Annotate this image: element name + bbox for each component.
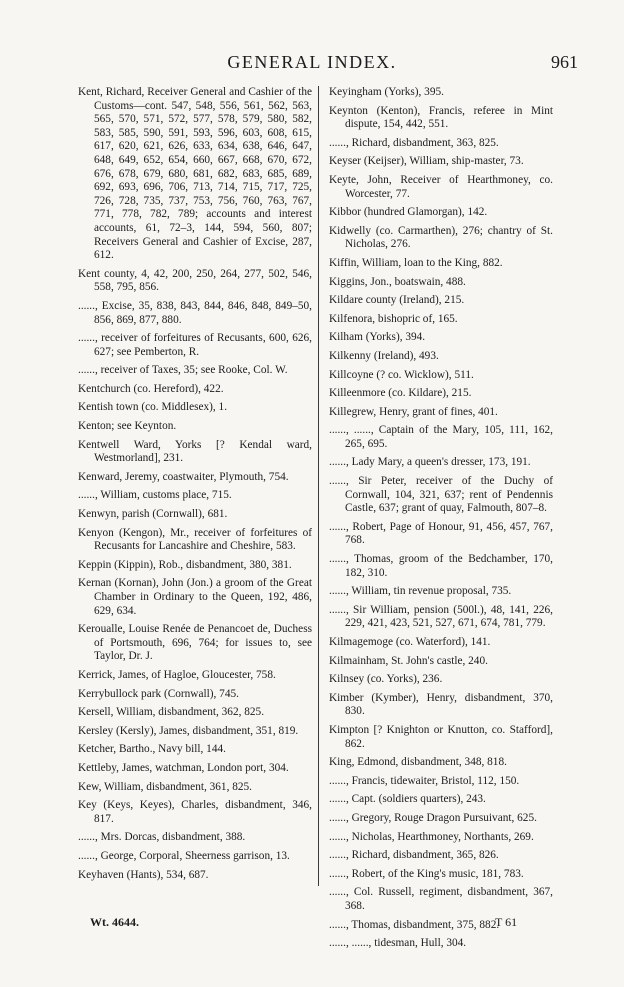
- index-entry: ......, Thomas, groom of the Bedchamber, 170, 182, 310.: [329, 553, 553, 579]
- index-entry: ......, Mrs. Dorcas, disbandment, 388.: [78, 831, 246, 844]
- index-entry: ......, Sir William, pension (500l.), 48, 141, 226, 229, 421, 423, 521, 527, 671, 674, 781, 779.: [329, 603, 553, 630]
- index-entry: ......, Col. Russell, regiment, disbandment, 367, 368.: [329, 886, 553, 912]
- index-entry: Kerrick, James, of Hagloe, Gloucester, 758.: [78, 668, 276, 681]
- index-entry: Kentwell Ward, Yorks [? Kendal ward, Westmorland], 231.: [78, 438, 312, 465]
- index-entry: Kiggins, Jon., boatswain, 488.: [329, 275, 466, 288]
- index-entry: Kentchurch (co. Hereford), 422.: [78, 382, 224, 395]
- index-entry: Kew, William, disbandment, 361, 825.: [78, 780, 252, 793]
- index-entry: ......, Nicholas, Hearthmoney, Northants, 269.: [329, 830, 534, 843]
- column-divider: [318, 86, 319, 886]
- index-entry: Killcoyne (? co. Wicklow), 511.: [329, 368, 474, 381]
- index-entry: ......, William, customs place, 715.: [78, 489, 232, 502]
- index-entry: Kerrybullock park (Cornwall), 745.: [78, 687, 239, 700]
- index-entry: ......, receiver of forfeitures of Recusants, 600, 626, 627; see Pemberton, R.: [78, 332, 312, 358]
- index-entry: Kent, Richard, Receiver General and Cashier of the Customs—cont. 547, 548, 556, 561, 562, 563, 565, 570, 571, 572, 577, 578, 579, 580, 582, 583, 585, 590, 591, 593, 596, 603, 608, 615, 617, 620, 621, 626, 633, 634, 638, 646, 647, 648, 649, 652, 654, 660, 667, 668, 670, 672, 676, 678, 679, 680, 681, 682, 683, 685, 689, 692, 693, 696, 706, 713, 714, 715, 717, 725, 726, 728, 735, 737, 753, 756, 760, 763, 767, 771, 778, 782, 789; accounts and interest accounts, 61, 72–3, 144, 594, 560, 807; Receivers General and Cashier of Excise, 287, 612.: [78, 86, 312, 262]
- page-header: [0, 52, 624, 76]
- index-entry: Keyhaven (Hants), 534, 687.: [78, 868, 209, 881]
- index-entry: King, Edmond, disbandment, 348, 818.: [329, 756, 507, 769]
- index-entry: Kilmainham, St. John's castle, 240.: [329, 654, 488, 667]
- index-entry: Keyte, John, Receiver of Hearthmoney, co. Worcester, 77.: [329, 173, 553, 200]
- index-entry: Keppin (Kippin), Rob., disbandment, 380, 381.: [78, 558, 292, 571]
- index-entry: Kettleby, James, watchman, London port, 304.: [78, 761, 289, 774]
- page-number: 961: [551, 52, 578, 72]
- index-entry: Keyser (Keijser), William, ship-master, 73.: [329, 155, 524, 168]
- index-entry: Kiffin, William, loan to the King, 882.: [329, 256, 503, 269]
- index-entry: Kenwyn, parish (Cornwall), 681.: [78, 508, 228, 521]
- printer-mark: Wt. 4644.: [90, 915, 139, 929]
- index-entry: Kersell, William, disbandment, 362, 825.: [78, 706, 265, 719]
- index-entry: Keyingham (Yorks), 395.: [329, 86, 444, 98]
- index-entry: ......, Robert, Page of Honour, 91, 456, 457, 767, 768.: [329, 520, 553, 547]
- index-entry: ......, Sir Peter, receiver of the Duchy of Cornwall, 104, 321, 637; rent of Pendennis Castle, 637; grant of quay, Falmouth, 807–8.: [329, 475, 553, 515]
- index-entry: Kernan (Kornan), John (Jon.) a groom of the Great Chamber in Ordinary to the Queen, 192, 486, 629, 634.: [78, 577, 312, 617]
- index-entry: Kersley (Kersly), James, disbandment, 351, 819.: [78, 724, 299, 737]
- index-entry: ......, George, Corporal, Sheerness garrison, 13.: [78, 849, 290, 862]
- index-entry: Kenyon (Kengon), Mr., receiver of forfeitures of Recusants for Lancashire and Cheshire, 583.: [78, 526, 312, 553]
- index-entry: Killegrew, Henry, grant of fines, 401.: [329, 405, 498, 418]
- index-entry: ......, Richard, disbandment, 363, 825.: [329, 136, 499, 149]
- index-entry: ......, Excise, 35, 838, 843, 844, 846, 848, 849–50, 856, 869, 877, 880.: [78, 299, 312, 326]
- index-entry: ......, Lady Mary, a queen's dresser, 173, 191.: [329, 456, 531, 469]
- index-entry: Kilfenora, bishopric of, 165.: [329, 312, 458, 325]
- index-entry: ......, receiver of Taxes, 35; see Rooke, Col. W.: [78, 364, 288, 377]
- index-column-left: [78, 86, 312, 887]
- index-entry: Kilkenny (Ireland), 493.: [329, 349, 439, 362]
- index-entry: Kenward, Jeremy, coastwaiter, Plymouth, 754.: [78, 470, 289, 483]
- index-entry: ......, Richard, disbandment, 365, 826.: [329, 849, 499, 862]
- index-entry: Keroualle, Louise Renée de Penancoet de, Duchess of Portsmouth, 696, 764; for issues to, see Taylor, Dr. J.: [78, 623, 312, 663]
- index-entry: Kimber (Kymber), Henry, disbandment, 370, 830.: [329, 691, 553, 718]
- signature-mark: T 61: [495, 915, 518, 929]
- index-entry: Kidwelly (co. Carmarthen), 276; chantry of St. Nicholas, 276.: [329, 224, 553, 251]
- index-entry: Kenton; see Keynton.: [78, 420, 177, 433]
- index-entry: Killeenmore (co. Kildare), 215.: [329, 387, 472, 400]
- page-title: GENERAL INDEX.: [227, 52, 397, 72]
- index-entry: Ketcher, Bartho., Navy bill, 144.: [78, 743, 226, 756]
- index-entry: Kentish town (co. Middlesex), 1.: [78, 401, 228, 414]
- index-entry: Kimpton [? Knighton or Knutton, co. Stafford], 862.: [329, 723, 553, 750]
- index-entry: Kent county, 4, 42, 200, 250, 264, 277, 502, 546, 558, 795, 856.: [78, 267, 312, 294]
- index-entry: Kibbor (hundred Glamorgan), 142.: [329, 206, 488, 219]
- page-footer: [0, 915, 624, 933]
- index-entry: ......, ......, tidesman, Hull, 304.: [329, 937, 467, 950]
- index-entry: Key (Keys, Keyes), Charles, disbandment, 346, 817.: [78, 799, 312, 825]
- index-entry: ......, Capt. (soldiers quarters), 243.: [329, 793, 486, 806]
- index-entry: Kildare county (Ireland), 215.: [329, 294, 465, 307]
- index-entry: Kilmagemoge (co. Waterford), 141.: [329, 636, 491, 648]
- index-entry: ......, Gregory, Rouge Dragon Pursuivant, 625.: [329, 811, 537, 824]
- index-entry: ......, William, tin revenue proposal, 735.: [329, 585, 512, 598]
- index-column-right: [329, 86, 553, 956]
- index-entry: ......, Robert, of the King's music, 181, 783.: [329, 867, 524, 880]
- index-entry: Keynton (Kenton), Francis, referee in Mint dispute, 154, 442, 551.: [329, 104, 553, 131]
- index-entry: ......, Thomas, disbandment, 375, 882.: [329, 918, 500, 931]
- index-entry: ......, Francis, tidewaiter, Bristol, 112, 150.: [329, 774, 520, 787]
- index-entry: Kilham (Yorks), 394.: [329, 331, 426, 344]
- index-entry: ......, ......, Captain of the Mary, 105, 111, 162, 265, 695.: [329, 424, 553, 450]
- index-entry: Kilnsey (co. Yorks), 236.: [329, 673, 443, 686]
